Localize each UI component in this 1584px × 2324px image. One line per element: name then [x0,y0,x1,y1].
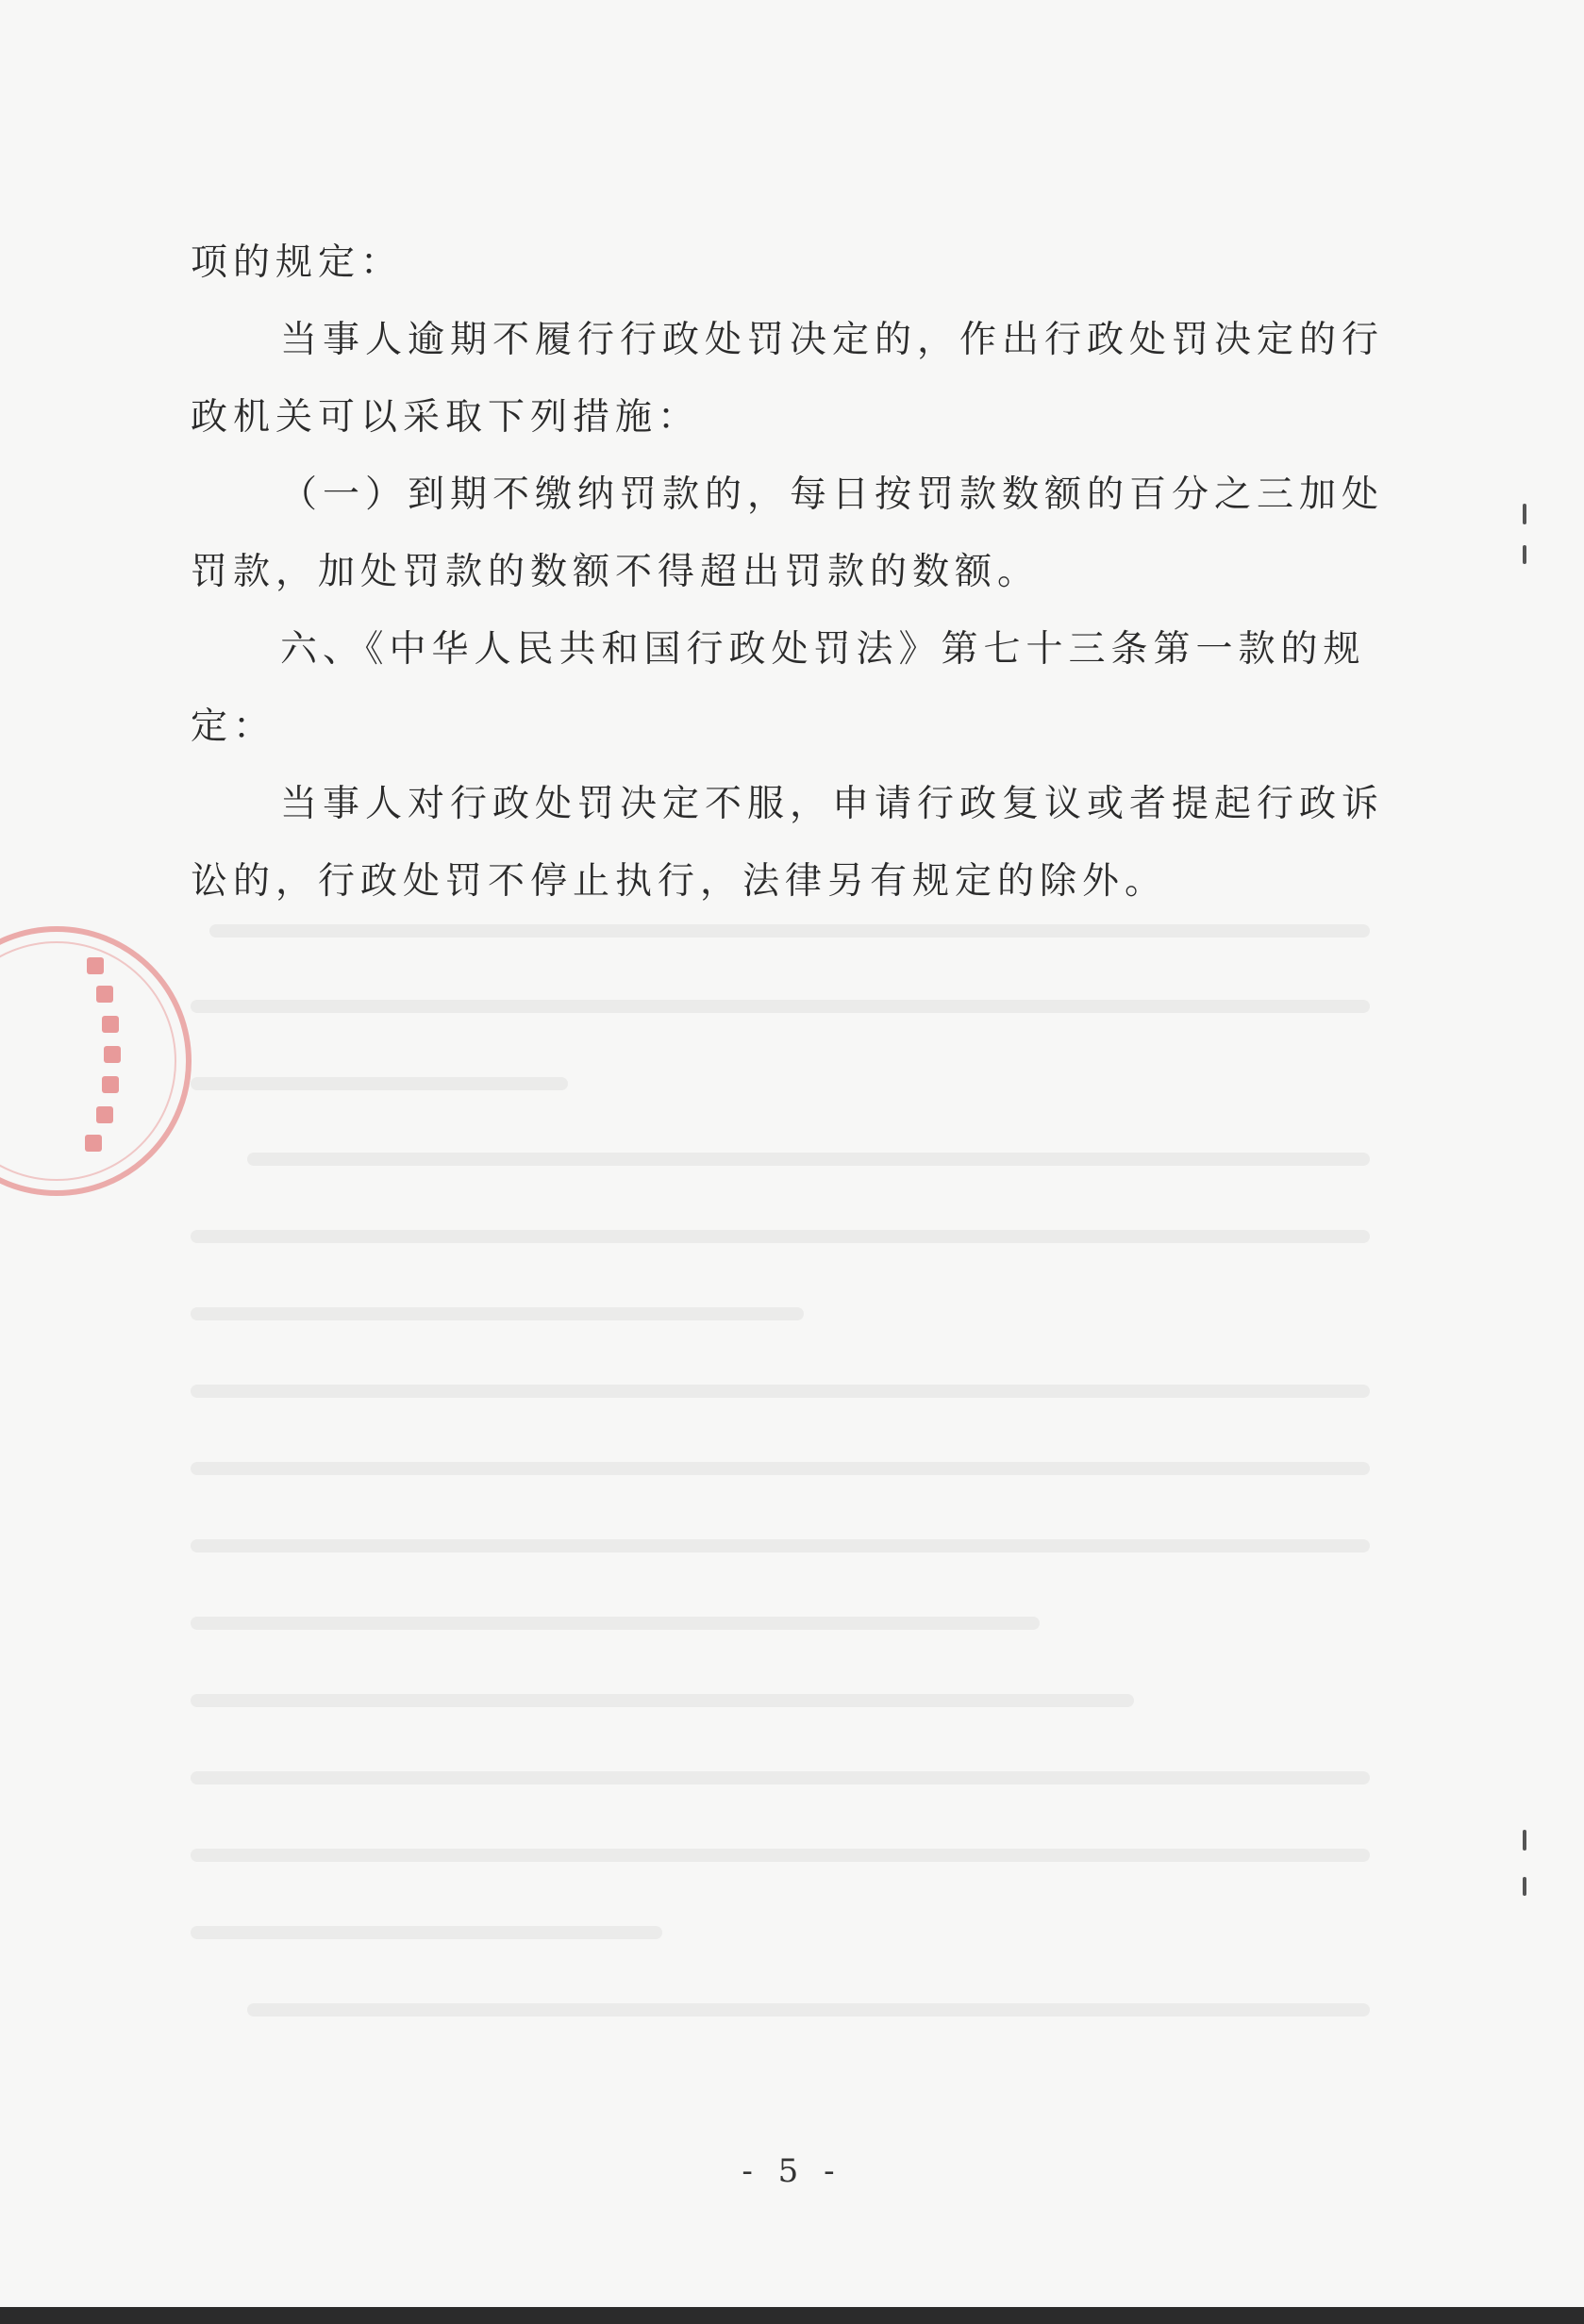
edge-mark [1523,504,1526,524]
bleed-through-texture [191,905,1389,2018]
paragraph-2: 当事人逾期不履行行政处罚决定的，作出行政处罚决定的行政机关可以采取下列措施： [191,319,1385,439]
document-body [191,224,1389,921]
page-number: - 5 - [742,2152,842,2190]
scan-bottom-border [0,2307,1584,2324]
paragraph-3: （一）到期不缴纳罚款的，每日按罚款数额的百分之三加处罚款，加处罚款的数额不得超出罚款的数额。 [191,473,1385,593]
edge-mark [1523,545,1526,564]
paragraph-5: 当事人对行政处罚决定不服，申请行政复议或者提起行政诉讼的，行政处罚不停止执行，法律另有规定的除外。 [191,783,1385,903]
paragraph-1: 项的规定： [191,241,404,284]
paragraph-4: 六、《中华人民共和国行政处罚法》第七十三条第一款的规定： [191,628,1366,748]
edge-mark [1523,1877,1526,1896]
edge-mark [1523,1830,1526,1851]
official-seal-stamp [0,920,236,1203]
